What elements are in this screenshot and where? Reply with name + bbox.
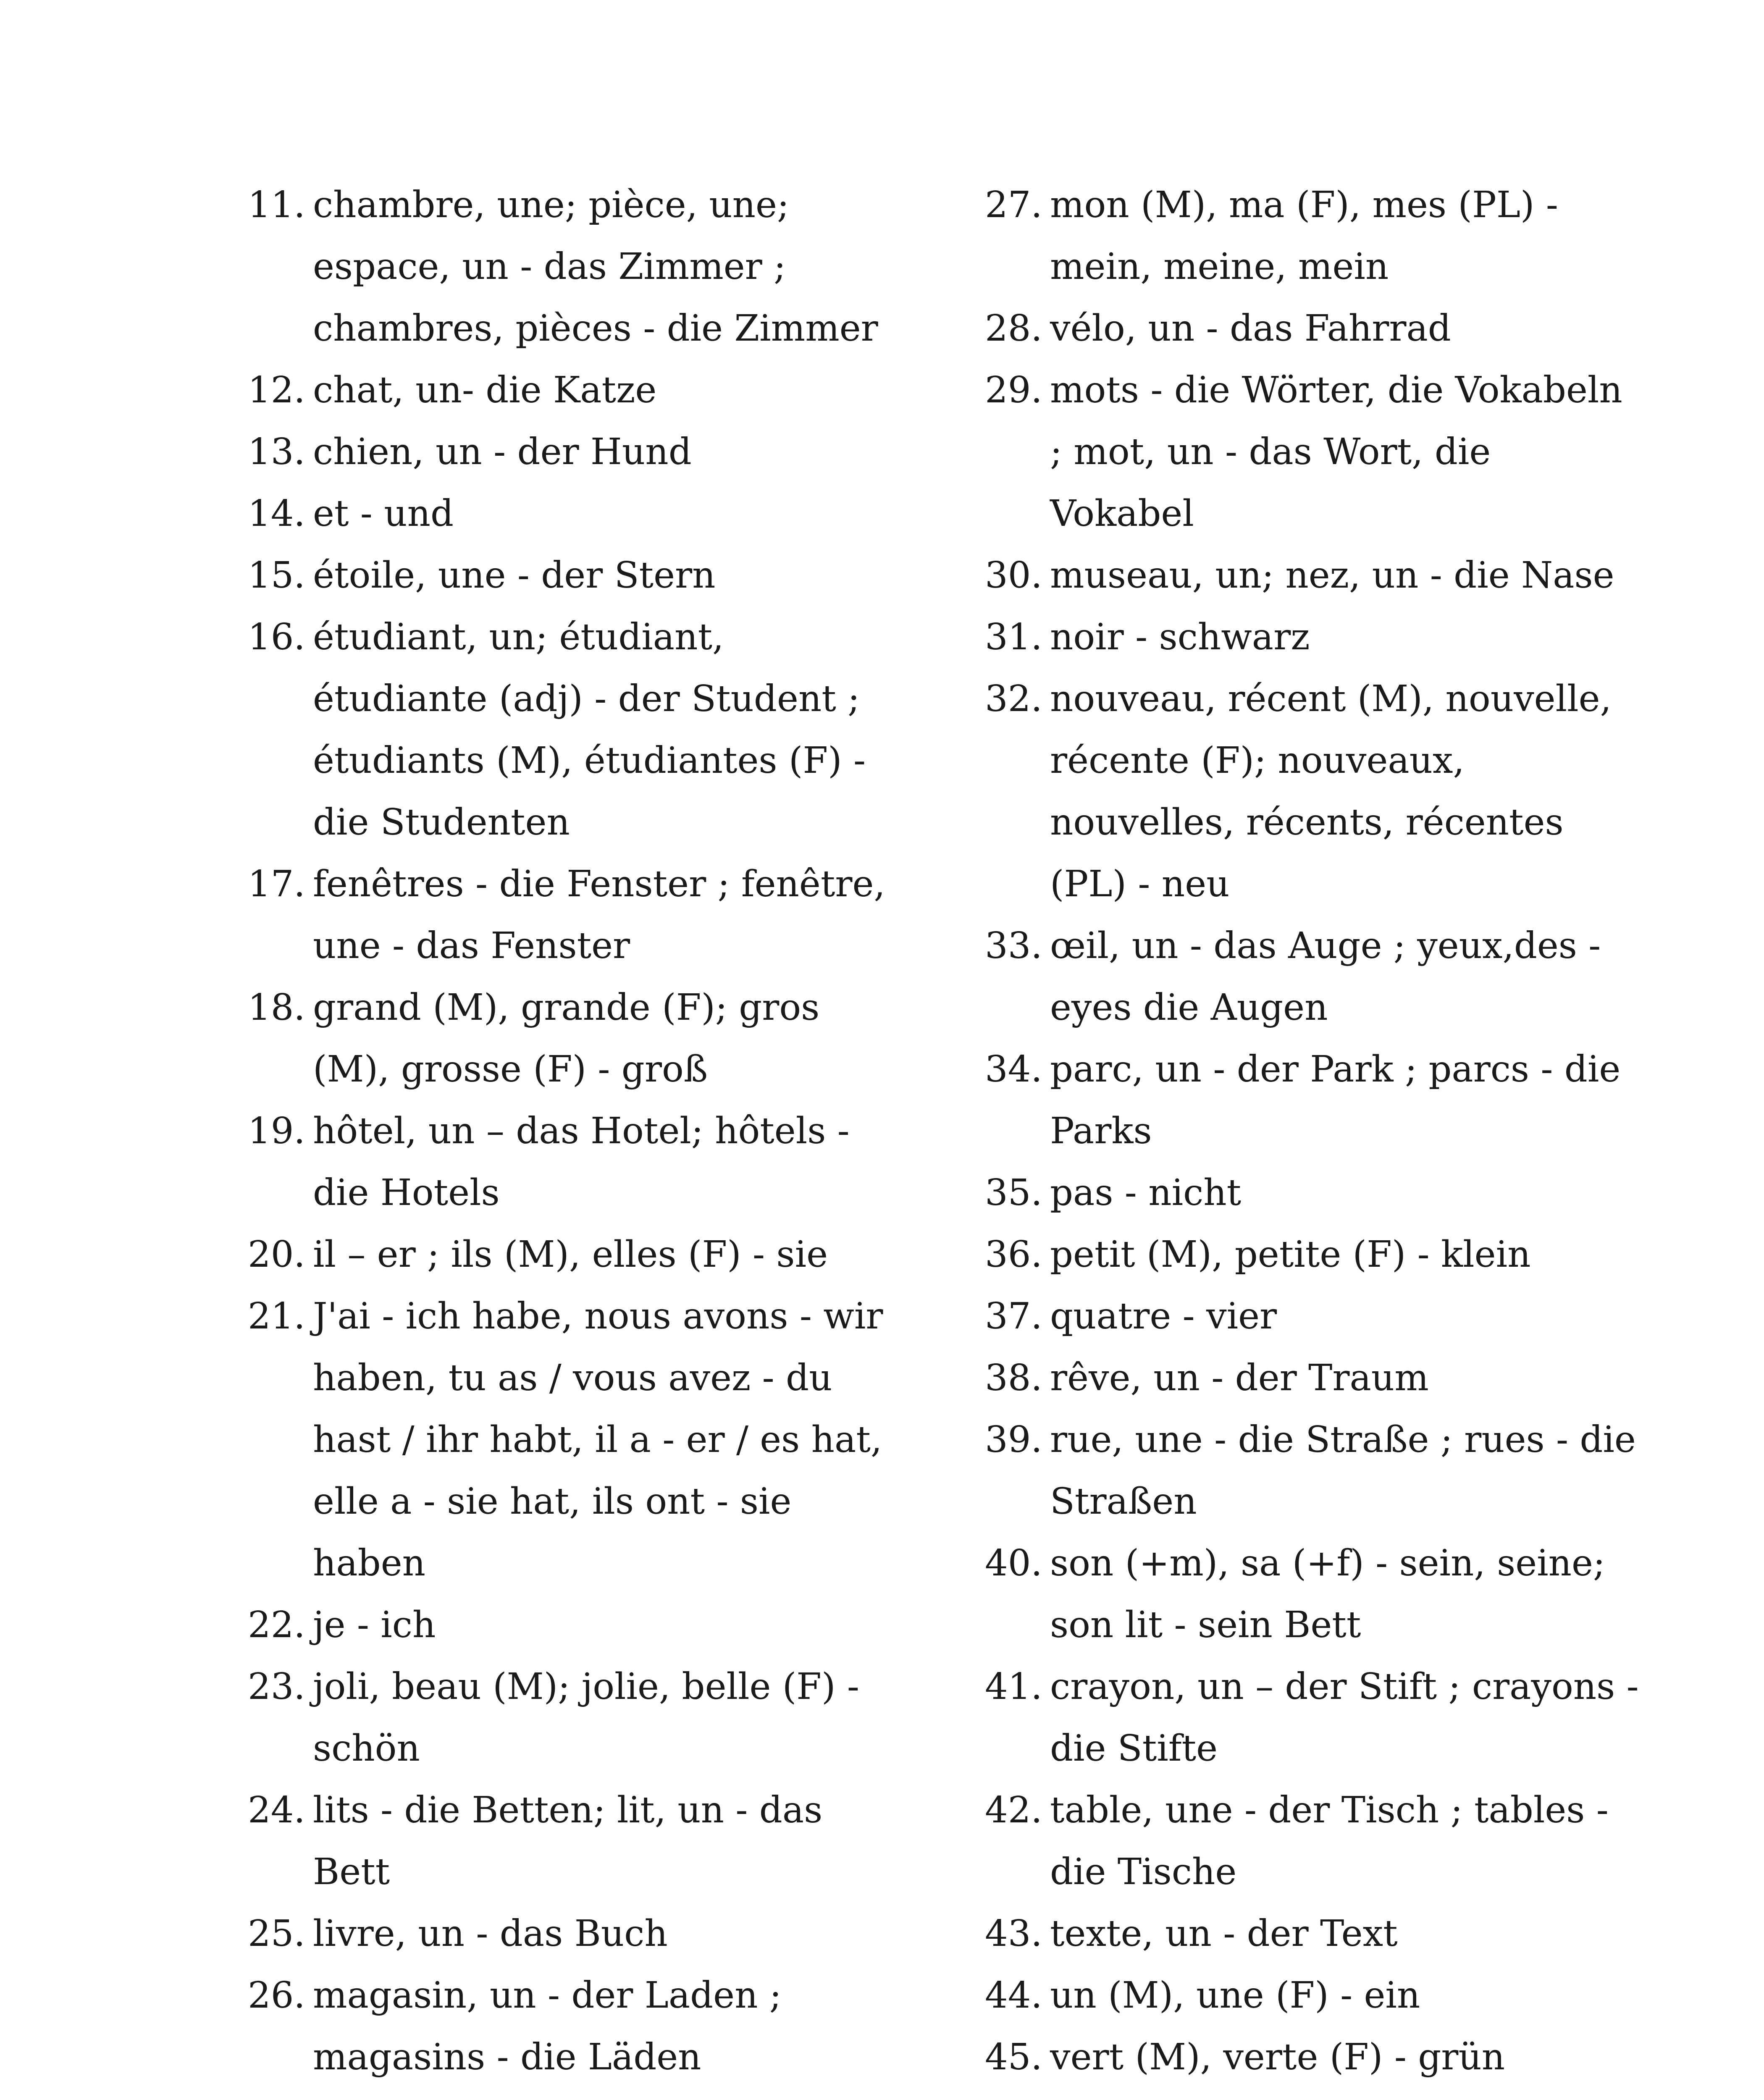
vocab-entry: [248, 1656, 903, 1780]
vocab-entry: [985, 1533, 1640, 1656]
entry-text: museau, un; nez, un - die Nase: [1050, 554, 1614, 596]
vocab-entry: [985, 606, 1640, 668]
entry-text: chien, un - der Hund: [313, 431, 692, 473]
entry-number: 38.: [985, 1357, 1042, 1399]
vocabulary-list-left: [248, 174, 903, 2088]
entry-text: texte, un - der Text: [1050, 1913, 1398, 1955]
vocab-entry: [248, 853, 903, 977]
vocab-entry: [985, 1903, 1640, 1965]
entry-text: hôtel, un – das Hotel; hôtels - die Hotels: [313, 1110, 850, 1214]
entry-text: rêve, un - der Traum: [1050, 1357, 1429, 1399]
entry-text: je - ich: [313, 1604, 436, 1646]
vocab-entry: [985, 545, 1640, 606]
entry-text: crayon, un – der Stift ; crayons - die Stifte: [1050, 1666, 1639, 1769]
entry-number: 34.: [985, 1048, 1042, 1090]
vocab-entry: [985, 1965, 1640, 2026]
entry-number: 19.: [248, 1110, 305, 1152]
entry-text: fenêtres - die Fenster ; fenêtre, une - das Fenster: [313, 863, 885, 967]
entry-number: 43.: [985, 1913, 1042, 1955]
entry-number: 11.: [248, 184, 305, 226]
entry-text: nouveau, récent (M), nouvelle, récente (F); nouveaux, nouvelles, récents, récentes (PL) - neu: [1050, 678, 1612, 905]
entry-text: il – er ; ils (M), elles (F) - sie: [313, 1234, 828, 1276]
entry-text: vert (M), verte (F) - grün: [1050, 2036, 1505, 2078]
entry-number: 41.: [985, 1666, 1042, 1708]
entry-number: 21.: [248, 1295, 305, 1337]
vocab-entry: [248, 1224, 903, 1286]
entry-text: joli, beau (M); jolie, belle (F) - schön: [313, 1666, 859, 1769]
entry-number: 17.: [248, 863, 305, 905]
entry-number: 15.: [248, 554, 305, 596]
vocab-entry: [985, 915, 1640, 1039]
entry-text: étoile, une - der Stern: [313, 554, 716, 596]
entry-text: œil, un - das Auge ; yeux,des - eyes die Augen: [1050, 925, 1601, 1029]
entry-text: petit (M), petite (F) - klein: [1050, 1234, 1531, 1276]
entry-text: vélo, un - das Fahrrad: [1050, 307, 1451, 349]
vocab-entry: [248, 174, 903, 360]
vocab-entry: [985, 1162, 1640, 1224]
entry-text: rue, une - die Straße ; rues - die Straßen: [1050, 1419, 1636, 1522]
vocab-entry: [985, 1780, 1640, 1903]
entry-number: 24.: [248, 1789, 305, 1831]
vocab-entry: [985, 2026, 1640, 2088]
entry-text: parc, un - der Park ; parcs - die Parks: [1050, 1048, 1621, 1152]
vocab-entry: [985, 1347, 1640, 1409]
entry-number: 25.: [248, 1913, 305, 1955]
vocab-entry: [248, 1594, 903, 1656]
entry-number: 31.: [985, 616, 1042, 658]
vocab-entry: [985, 1039, 1640, 1162]
entry-number: 26.: [248, 1974, 305, 2016]
entry-text: étudiant, un; étudiant, étudiante (adj) - der Student ; étudiants (M), étudiantes (F) - die Studenten: [313, 616, 866, 843]
entry-text: magasin, un - der Laden ; magasins - die Läden: [313, 1974, 782, 2078]
vocab-entry: [248, 483, 903, 545]
entry-number: 23.: [248, 1666, 305, 1708]
entry-number: 44.: [985, 1974, 1042, 2016]
entry-number: 28.: [985, 307, 1042, 349]
vocab-entry: [985, 1224, 1640, 1286]
entry-number: 32.: [985, 678, 1042, 720]
vocab-entry: [985, 174, 1640, 298]
entry-number: 12.: [248, 369, 305, 411]
entry-number: 20.: [248, 1234, 305, 1276]
entry-text: mots - die Wörter, die Vokabeln ; mot, un - das Wort, die Vokabel: [1050, 369, 1622, 535]
entry-text: pas - nicht: [1050, 1172, 1242, 1214]
entry-text: table, une - der Tisch ; tables - die Tische: [1050, 1789, 1609, 1893]
entry-text: grand (M), grande (F); gros (M), grosse (F) - groß: [313, 987, 820, 1090]
entry-text: un (M), une (F) - ein: [1050, 1974, 1420, 2016]
entry-number: 27.: [985, 184, 1042, 226]
entry-text: quatre - vier: [1050, 1295, 1277, 1337]
vocab-entry: [985, 360, 1640, 545]
entry-text: lits - die Betten; lit, un - das Bett: [313, 1789, 823, 1893]
vocab-entry: [248, 421, 903, 483]
vocab-entry: [248, 606, 903, 853]
entry-text: et - und: [313, 493, 454, 535]
entry-number: 22.: [248, 1604, 305, 1646]
entry-number: 39.: [985, 1419, 1042, 1461]
entry-number: 14.: [248, 493, 305, 535]
entry-number: 18.: [248, 987, 305, 1029]
entry-text: noir - schwarz: [1050, 616, 1310, 658]
vocab-entry: [985, 1286, 1640, 1347]
vocab-entry: [248, 977, 903, 1100]
entry-number: 16.: [248, 616, 305, 658]
vocab-entry: [985, 298, 1640, 360]
entry-text: J'ai - ich habe, nous avons - wir haben, tu as / vous avez - du hast / ihr habt, il a - er / es hat, elle a - sie hat, ils ont - sie haben: [313, 1295, 883, 1584]
entry-number: 45.: [985, 2036, 1042, 2078]
entry-number: 13.: [248, 431, 305, 473]
entry-number: 42.: [985, 1789, 1042, 1831]
entry-text: chambre, une; pièce, une; espace, un - das Zimmer ; chambres, pièces - die Zimmer: [313, 184, 878, 349]
vocab-entry: [248, 1100, 903, 1224]
vocab-entry: [248, 1286, 903, 1594]
vocab-entry: [985, 1656, 1640, 1780]
vocab-entry: [985, 1409, 1640, 1533]
vocab-entry: [248, 1903, 903, 1965]
entry-number: 35.: [985, 1172, 1042, 1214]
entry-text: livre, un - das Buch: [313, 1913, 668, 1955]
entry-number: 33.: [985, 925, 1042, 967]
vocab-entry: [985, 668, 1640, 915]
vocab-entry: [248, 1965, 903, 2088]
vocabulary-list-right: [985, 174, 1640, 2088]
entry-number: 30.: [985, 554, 1042, 596]
entry-number: 36.: [985, 1234, 1042, 1276]
entry-text: son (+m), sa (+f) - sein, seine; son lit - sein Bett: [1050, 1542, 1605, 1646]
entry-number: 40.: [985, 1542, 1042, 1584]
vocab-entry: [248, 545, 903, 606]
entry-number: 37.: [985, 1295, 1042, 1337]
vocab-entry: [248, 1780, 903, 1903]
vocab-entry: [248, 360, 903, 421]
entry-text: mon (M), ma (F), mes (PL) - mein, meine, mein: [1050, 184, 1558, 288]
entry-text: chat, un- die Katze: [313, 369, 657, 411]
entry-number: 29.: [985, 369, 1042, 411]
